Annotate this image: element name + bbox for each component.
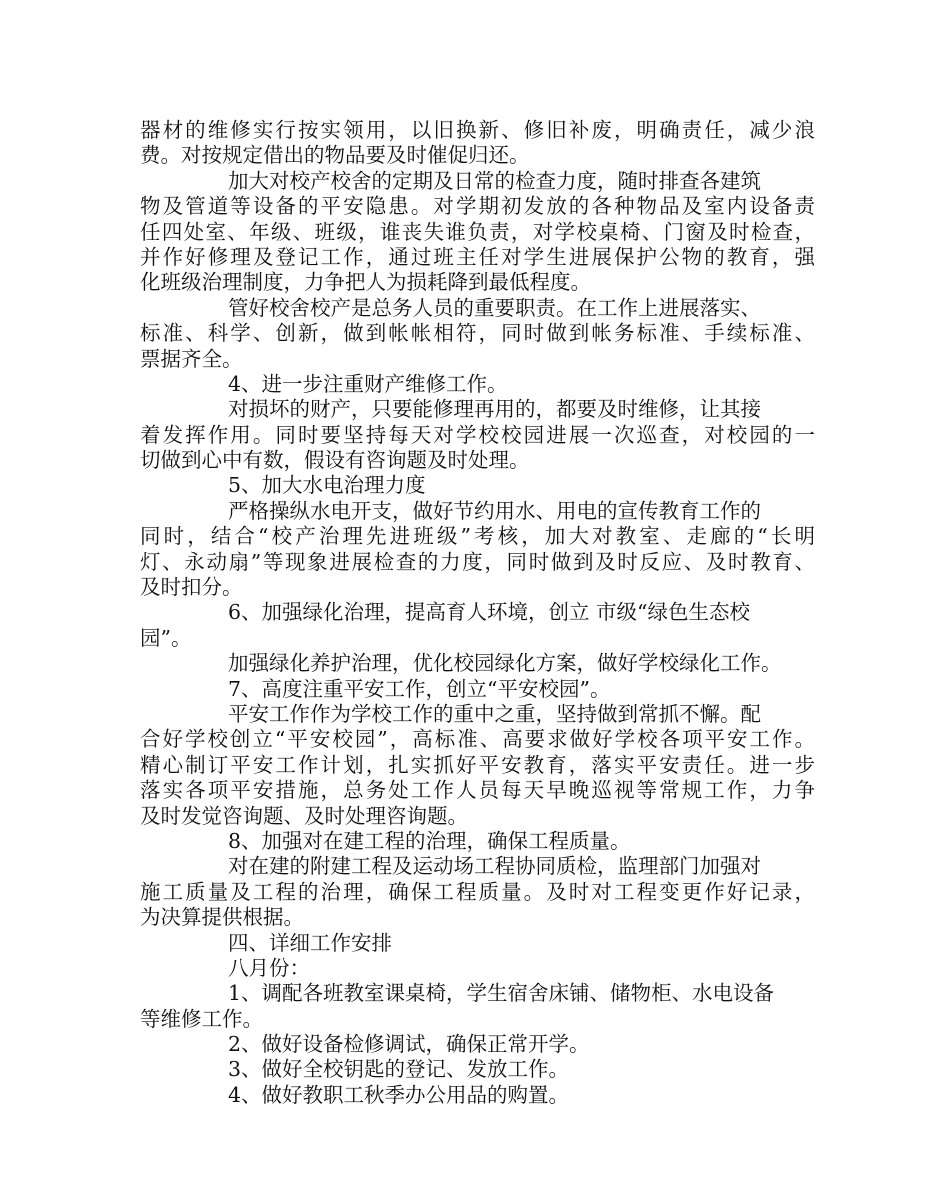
text-line: 严格操纵水电开支，做好节约用水、用电的宣传教育工作的	[228, 498, 761, 523]
text-line: 2、做好设备检修调试，确保正常开学。	[228, 1032, 590, 1057]
text-line: 加大对校产校舍的定期及日常的检查力度，随时排查各建筑	[228, 168, 761, 193]
text-line: 并作好修理及登记工作，通过班主任对学生进展保护公物的教育，强	[140, 244, 815, 269]
text-line: 施工质量及工程的治理，确保工程质量。及时对工程变更作好记录，	[140, 879, 815, 904]
text-line: 等维修工作。	[140, 1006, 263, 1031]
text-line: 6、加强绿化治理，提高育人环境，创立 市级“绿色生态校	[228, 600, 751, 625]
text-line: 5、加大水电治理力度	[228, 473, 426, 498]
text-line: 4、进一步注重财产维修工作。	[228, 371, 508, 396]
text-line: 票据齐全。	[140, 346, 243, 371]
text-line: 管好校舍校产是总务人员的重要职责。在工作上进展落实、	[228, 295, 761, 320]
text-line: 着发挥作用。同时要坚持每天对学校校园进展一次巡查，对校园的一	[140, 422, 815, 447]
text-line: 费。对按规定借出的物品要及时催促归还。	[140, 143, 530, 168]
document-body	[140, 118, 815, 1108]
text-line: 物及管道等设备的平安隐患。对学期初发放的各种物品及室内设备责	[140, 194, 815, 219]
text-line: 任四处室、年级、班级，谁丧失谁负责，对学校桌椅、门窗及时检查，	[140, 219, 815, 244]
text-line: 3、做好全校钥匙的登记、发放工作。	[228, 1057, 570, 1082]
text-line: 灯、永动扇”等现象进展检查的力度，同时做到及时反应、及时教育、	[140, 549, 815, 574]
text-line: 器材的维修实行按实领用，以旧换新、修旧补废，明确责任，减少浪	[140, 118, 815, 142]
text-line: 对损坏的财产，只要能修理再用的，都要及时维修，让其接	[228, 397, 761, 422]
text-line: 8、加强对在建工程的治理，确保工程质量。	[228, 828, 631, 853]
text-line: 4、做好教职工秋季办公用品的购置。	[228, 1082, 570, 1107]
text-line: 标准、科学、创新，做到帐帐相符，同时做到帐务标准、手续标准、	[140, 321, 815, 346]
text-line: 园”。	[140, 625, 192, 650]
text-line: 精心制订平安工作计划，扎实抓好平安教育，落实平安责任。进一步	[140, 752, 815, 777]
text-line: 及时扣分。	[140, 575, 243, 600]
text-line: 落实各项平安措施，总务处工作人员每天早晚巡视等常规工作，力争	[140, 778, 815, 803]
text-line: 平安工作作为学校工作的重中之重，坚持做到常抓不懈。配	[228, 701, 761, 726]
text-line: 化班级治理制度，力争把人为损耗降到最低程度。	[140, 270, 591, 295]
text-line: 切做到心中有数，假设有咨询题及时处理。	[140, 448, 530, 473]
text-line: 合好学校创立“平安校园”，高标准、高要求做好学校各项平安工作。	[140, 727, 815, 752]
text-line: 对在建的附建工程及运动场工程协同质检，监理部门加强对	[228, 854, 761, 879]
text-line: 7、高度注重平安工作，创立“平安校园”。	[228, 676, 611, 701]
text-line: 为决算提供根据。	[140, 905, 304, 930]
text-line: 1、调配各班教室课桌椅，学生宿舍床铺、储物柜、水电设备	[228, 981, 775, 1006]
text-line: 及时发觉咨询题、及时处理咨询题。	[140, 803, 468, 828]
text-line: 四、详细工作安排	[228, 930, 392, 955]
text-line: 同时，结合“校产治理先进班级”考核，加大对教室、走廊的“长明	[140, 524, 815, 549]
text-line: 加强绿化养护治理，优化校园绿化方案，做好学校绿化工作。	[228, 651, 782, 676]
text-line: 八月份：	[228, 955, 310, 980]
